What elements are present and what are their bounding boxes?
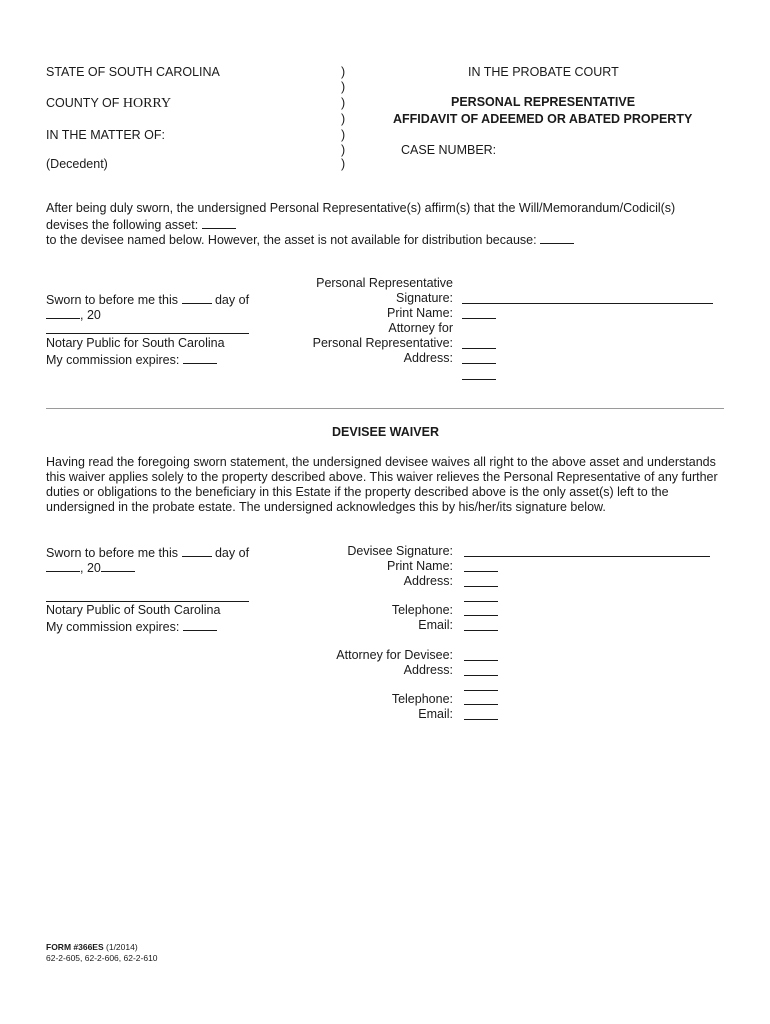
- pr-year-prefix: , 20: [80, 308, 101, 322]
- pr-attorney-field[interactable]: [462, 348, 496, 349]
- waiver-sworn-label: Sworn to before me this: [46, 546, 179, 560]
- waiver-para-line2: this waiver applies solely to the property described above. This waiver relieves the Personal Representative of any further: [46, 470, 718, 484]
- county-value: HORRY: [122, 96, 172, 111]
- waiver-day-of-label: day of: [214, 546, 250, 560]
- county-label: COUNTY OF: [46, 96, 120, 110]
- waiver-notary-label: Notary Public of South Carolina: [46, 603, 221, 617]
- asset-field[interactable]: [202, 216, 236, 229]
- pr-signature-label: Signature:: [396, 291, 453, 305]
- pr-notary-label: Notary Public for South Carolina: [46, 336, 225, 350]
- pr-print-name-label: Print Name:: [387, 306, 453, 320]
- pr-commission-row: [46, 351, 217, 368]
- devisee-address-field[interactable]: [464, 586, 498, 587]
- matter-label: IN THE MATTER OF:: [46, 128, 165, 142]
- pr-notary-signature-line[interactable]: [46, 333, 249, 334]
- devisee-print-name-label: Print Name:: [387, 559, 453, 573]
- form-title-line2: AFFIDAVIT OF ADEEMED OR ABATED PROPERTY: [393, 112, 693, 126]
- pr-attorney-label: Personal Representative:: [312, 336, 453, 350]
- reason-field[interactable]: [540, 231, 574, 244]
- affidavit-line1: After being duly sworn, the undersigned Personal Representative(s) affirm(s) that the Will/Memorandum/Codicil(s): [46, 201, 676, 215]
- pr-label-line1: Personal Representative: [316, 276, 453, 290]
- attorney-email-field[interactable]: [464, 719, 498, 720]
- pr-signature-field[interactable]: [462, 303, 713, 304]
- pr-commission-label: My commission expires:: [46, 353, 180, 367]
- affidavit-line3-row: [46, 231, 574, 248]
- attorney-address-field[interactable]: [464, 675, 498, 676]
- attorney-devisee-field[interactable]: [464, 660, 498, 661]
- pr-print-name-field[interactable]: [462, 318, 496, 319]
- devisee-telephone-field[interactable]: [464, 615, 498, 616]
- form-number: FORM #366ES: [46, 942, 104, 952]
- attorney-address-field-2[interactable]: [464, 690, 498, 691]
- devisee-address-field-2[interactable]: [464, 601, 498, 602]
- waiver-commission-field[interactable]: [183, 618, 217, 631]
- pr-sworn-label: Sworn to before me this: [46, 293, 179, 307]
- devisee-signature-field[interactable]: [464, 556, 710, 557]
- devisee-print-name-field[interactable]: [464, 571, 498, 572]
- waiver-commission-row: [46, 618, 217, 635]
- paren-4: ): [341, 112, 346, 126]
- paren-6: ): [341, 143, 346, 157]
- pr-commission-field[interactable]: [183, 351, 217, 364]
- section-divider: [46, 408, 724, 409]
- affidavit-line2: devises the following asset:: [46, 218, 199, 232]
- paren-7: ): [341, 157, 346, 171]
- waiver-commission-label: My commission expires:: [46, 620, 180, 634]
- pr-attorney-for-label: Attorney for: [388, 321, 453, 335]
- form-date: (1/2014): [106, 942, 138, 952]
- waiver-para-line1: Having read the foregoing sworn statement, the undersigned devisee waives all right to the above asset and understands: [46, 455, 716, 469]
- waiver-notary-signature-line[interactable]: [46, 601, 249, 602]
- waiver-month-field[interactable]: [46, 559, 80, 572]
- waiver-day-field[interactable]: [182, 544, 212, 557]
- footer-statutes: 62-2-605, 62-2-606, 62-2-610: [46, 953, 158, 963]
- county-row: [46, 96, 171, 111]
- attorney-address-label: Address:: [403, 663, 453, 677]
- pr-day-field[interactable]: [182, 291, 212, 304]
- pr-day-of-label: day of: [214, 293, 250, 307]
- waiver-para-line4: undersigned in the probate estate. The undersigned acknowledges this by his/her/its signature below.: [46, 500, 606, 514]
- devisee-email-label: Email:: [418, 618, 453, 632]
- paren-3: ): [341, 96, 346, 110]
- court-label: IN THE PROBATE COURT: [468, 65, 619, 79]
- waiver-year-row: [46, 559, 135, 576]
- attorney-email-label: Email:: [418, 707, 453, 721]
- affidavit-line3: to the devisee named below. However, the asset is not available for distribution because:: [46, 233, 537, 247]
- case-number-label: CASE NUMBER:: [401, 143, 497, 157]
- form-title-line1: PERSONAL REPRESENTATIVE: [451, 95, 636, 109]
- devisee-telephone-label: Telephone:: [391, 603, 453, 617]
- waiver-title: DEVISEE WAIVER: [332, 425, 439, 439]
- state-label: STATE OF SOUTH CAROLINA: [46, 65, 220, 79]
- paren-2: ): [341, 80, 346, 94]
- footer-form-row: [46, 942, 138, 953]
- waiver-para-line3: duties or obligations to the beneficiary in this Estate if the property described above is the only asset(s) left to the: [46, 485, 669, 499]
- attorney-telephone-field[interactable]: [464, 704, 498, 705]
- pr-month-field[interactable]: [46, 306, 80, 319]
- devisee-email-field[interactable]: [464, 630, 498, 631]
- attorney-devisee-label: Attorney for Devisee:: [336, 648, 453, 662]
- pr-address-field-2[interactable]: [462, 379, 496, 380]
- pr-address-field[interactable]: [462, 363, 496, 364]
- paren-1: ): [341, 65, 346, 79]
- pr-year-row: [46, 306, 101, 323]
- devisee-address-label: Address:: [403, 574, 453, 588]
- waiver-year-prefix: , 20: [80, 561, 101, 575]
- waiver-year-field[interactable]: [101, 559, 135, 572]
- devisee-signature-label: Devisee Signature:: [347, 544, 453, 558]
- pr-address-label: Address:: [403, 351, 453, 365]
- paren-5: ): [341, 128, 346, 142]
- attorney-telephone-label: Telephone:: [391, 692, 453, 706]
- decedent-label: (Decedent): [46, 157, 108, 171]
